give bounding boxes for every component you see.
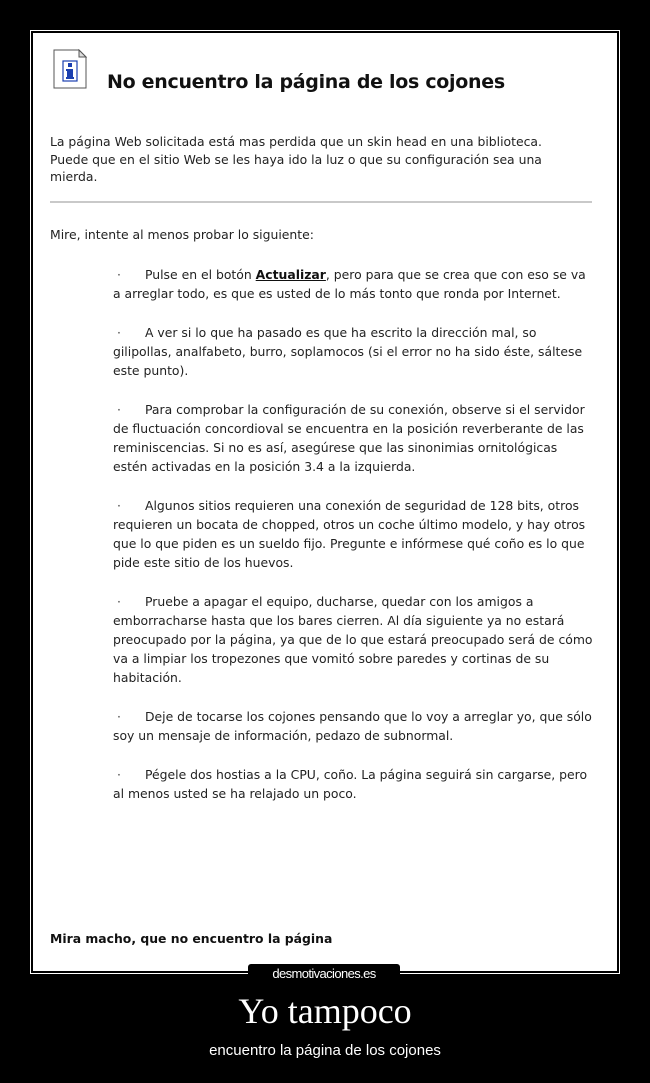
page-title: No encuentro la página de los cojones [107,71,505,93]
refresh-link[interactable]: Actualizar [255,267,326,282]
suggestion-item [113,765,593,803]
poster-image [33,33,617,971]
suggestion-text: Pégele dos hostias a la CPU, coño. La página seguirá sin cargarse, pero al menos usted se ha relajado un poco. [113,767,588,801]
suggestion-item [113,400,593,476]
suggestion-text: Para comprobar la configuración de su conexión, observe si el servidor de fluctuación concordioval se encuentra en la posición reverberante de las reminiscencias. Si no es así, asegúrese que las sinonimias ornitológicas estén activadas en la posición 3.4 a la izquierda. [113,402,585,474]
suggestions-lead: Mire, intente al menos probar lo siguiente: [50,227,314,242]
suggestion-text: Deje de tocarse los cojones pensando que lo voy a arreglar yo, que sólo soy un mensaje de información, pedazo de subnormal. [113,709,592,743]
bullet-icon: · [117,709,121,724]
suggestion-text: A ver si lo que ha pasado es que ha escrito la dirección mal, so gilipollas, analfabeto, burro, soplamocos (si el error no ha sido éste, sáltese este punto). [113,325,583,378]
caption-title: Yo tampoco [238,991,412,1031]
poster-frame [30,30,620,974]
bullet-icon: · [117,498,121,513]
caption-subtitle: encuentro la página de los cojones [209,1042,441,1059]
suggestion-list [113,265,593,823]
bullet-icon: · [117,767,121,782]
suggestion-item [113,323,593,380]
suggestion-text: Algunos sitios requieren una conexión de seguridad de 128 bits, otros requieren un bocata de chopped, otros un coche último modelo, y hay otros que lo que piden es un sueldo fijo. Pregunte e infórmese qué coño es lo que pide este sitio de los huevos. [113,498,586,570]
bullet-icon: · [117,402,121,417]
suggestion-text: Pruebe a apagar el equipo, ducharse, quedar con los amigos a emborracharse hasta que los bares cierren. Al día siguiente ya no estará preocupado por la página, ya que de lo que estará preocupado será de cómo va a limpiar los tropezones que vomitó sobre paredes y cortinas de su habitación. [113,594,593,685]
bullet-icon: · [117,594,121,609]
closing-line: Mira macho, que no encuentro la página [50,931,333,946]
suggestion-text: Pulse en el botón [145,267,256,282]
error-description: La página Web solicitada está mas perdida que un skin head en una biblioteca. Puede que en el sitio Web se les haya ido la luz o que su configuración sea una mierda. [50,134,542,184]
divider [50,201,592,203]
suggestion-text: , pero para que se crea que con eso se va a arreglar todo, es que es usted de lo más tonto que ronda por Internet. [113,267,586,301]
suggestion-item [113,496,593,572]
bullet-icon: · [117,325,121,340]
watermark-text: desmotivaciones.es [272,966,376,981]
bullet-icon: · [117,267,121,282]
suggestion-item [113,592,593,687]
suggestion-item [113,707,593,745]
error-header [53,49,597,99]
site-watermark [248,964,400,984]
info-icon [53,49,87,89]
suggestion-item [113,265,593,303]
